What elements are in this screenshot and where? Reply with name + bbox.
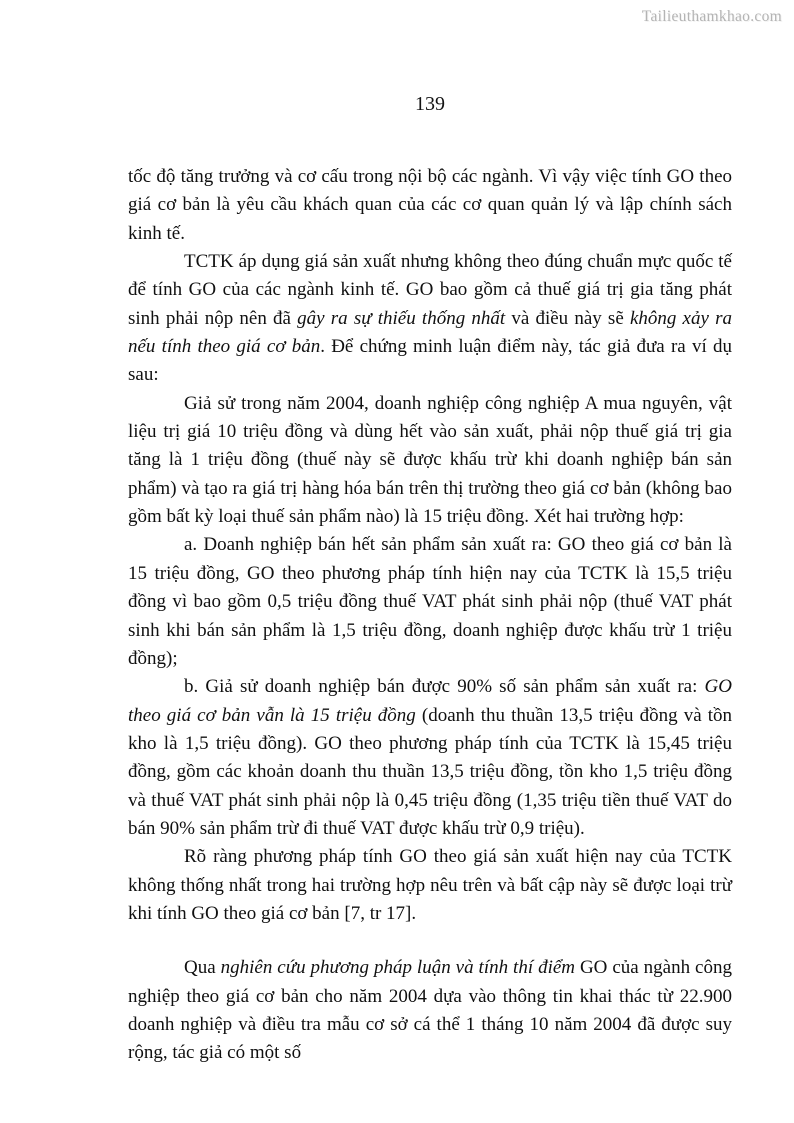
italic-text-run: nghiên cứu phương pháp luận và tính thí điểm: [220, 957, 575, 979]
text-run: và điều này sẽ: [505, 307, 630, 329]
text-run: GO của ngành công nghiệp theo giá cơ bản cho năm 2004 dựa vào thông tin khai thác từ 22.900 doanh nghiệp và điều tra mẫu cơ sở cá thể 1 tháng 10 năm 2004 đã được suy rộng, tác giả có một số: [128, 957, 732, 1064]
text-run: TCTK áp dụng giá sản xuất nhưng không theo đúng chuẩn mực quốc tế để tính GO của các ngành kinh tế. GO bao gồm cả thuế giá trị gia tăng phát sinh phải nộp nên đã: [128, 251, 732, 329]
italic-text-run: không xảy ra nếu tính theo giá cơ bản: [128, 307, 732, 358]
page-body: [128, 163, 732, 1068]
text-run: b. Giả sử doanh nghiệp bán được 90% số sản phẩm sản xuất ra:: [184, 676, 705, 698]
text-run: (doanh thu thuần 13,5 triệu đồng và tồn kho là 1,5 triệu đồng). GO theo phương pháp tính của TCTK là 15,45 triệu đồng, gồm các khoản doanh thu thuần 13,5 triệu đồng, tồn kho 1,5 triệu đồng và thuế VAT phát sinh phải nộp là 0,45 triệu đồng (1,35 triệu tiền thuế VAT do bán 90% sản phẩm trừ đi thuế VAT được khấu trừ 0,9 triệu).: [128, 704, 732, 839]
text-run: Giả sử trong năm 2004, doanh nghiệp công nghiệp A mua nguyên, vật liệu trị giá 10 triệu đồng và dùng hết vào sản xuất, phải nộp thuế giá trị gia tăng là 1 triệu đồng (thuế này sẽ được khấu trừ khi doanh nghiệp bán sản phẩm) và tạo ra giá trị hàng hóa bán trên thị trường theo giá cơ bản (không bao gồm bất kỳ loại thuế sản phẩm nào) là 15 triệu đồng. Xét hai trường hợp:: [128, 392, 732, 528]
paragraph: [128, 673, 732, 843]
watermark: Tailieuthamkhao.com: [641, 8, 782, 25]
text-run: Rõ ràng phương pháp tính GO theo giá sản xuất hiện nay của TCTK không thống nhất trong hai trường hợp nêu trên và bất cập này sẽ được loại trừ khi tính GO theo giá cơ bản [7, tr 17].: [128, 846, 732, 924]
paragraph: [128, 843, 732, 928]
page-number: 139: [415, 93, 445, 115]
paragraph: [128, 531, 732, 673]
paragraph: [128, 954, 732, 1067]
italic-text-run: gây ra sự thiếu thống nhất: [297, 307, 506, 329]
italic-text-run: GO theo giá cơ bản vẫn là 15 triệu đồng: [128, 676, 732, 726]
text-run: a. Doanh nghiệp bán hết sản phẩm sản xuất ra: GO theo giá cơ bản là 15 triệu đồng, GO theo phương pháp tính hiện nay của TCTK là 15,5 triệu đồng vì bao gồm 0,5 triệu đồng thuế VAT phát sinh phải nộp (thuế VAT phát sinh khi bán sản phẩm là 1,5 triệu đồng, doanh nghiệp được khấu trừ 1 triệu đồng);: [128, 534, 732, 669]
text-run: . Để chứng minh luận điểm này, tác giả đưa ra ví dụ sau:: [128, 336, 732, 386]
text-run: tốc độ tăng trưởng và cơ cấu trong nội bộ các ngành. Vì vậy việc tính GO theo giá cơ bản là yêu cầu khách quan của các cơ quan quản lý và lập chính sách kinh tế.: [128, 166, 732, 244]
paragraph: [128, 390, 732, 532]
paragraph: [128, 163, 732, 248]
paragraph: [128, 248, 732, 390]
text-run: Qua: [184, 957, 221, 979]
